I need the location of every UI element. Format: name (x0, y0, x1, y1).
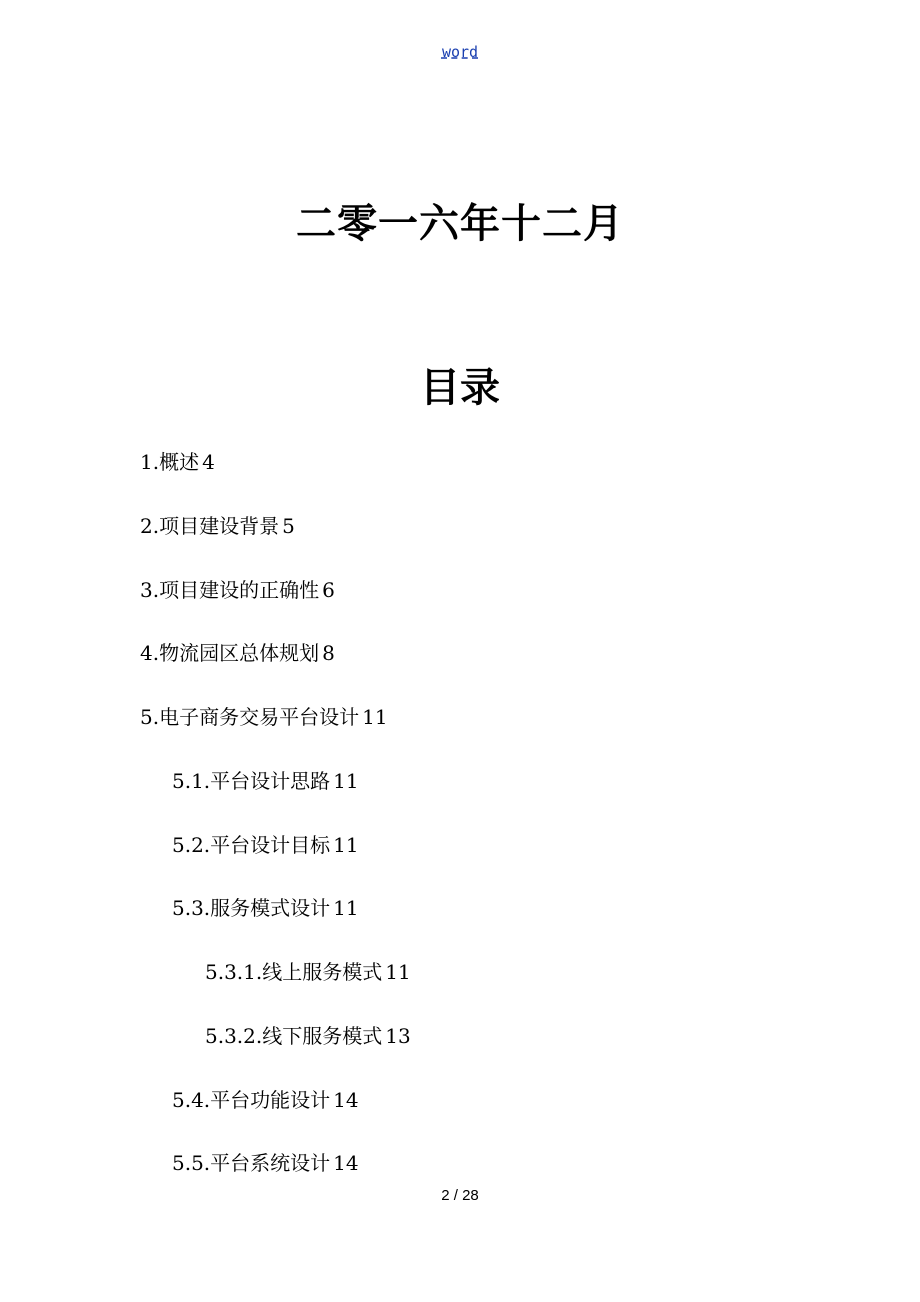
toc-entry-page: 11 (362, 705, 388, 729)
toc-entry[interactable] (140, 637, 335, 669)
toc-entry[interactable] (140, 446, 215, 478)
toc-entry-text: 平台功能设计 (210, 1088, 331, 1112)
toc-entry-text: 项目建设背景 (159, 514, 280, 538)
toc-entry-number: 5.3. (172, 896, 211, 920)
toc-entry-text: 线下服务模式 (262, 1024, 383, 1048)
toc-entry-text: 项目建设的正确性 (159, 578, 320, 602)
toc-title: 目录 (420, 365, 500, 411)
date-title: 二零一六年十二月 (296, 201, 624, 247)
toc-entry-text: 物流园区总体规划 (159, 641, 320, 665)
toc-entry-page: 14 (333, 1151, 359, 1175)
toc-entry[interactable] (205, 956, 411, 988)
toc-entry[interactable] (140, 701, 388, 733)
toc-entry-page: 6 (322, 578, 335, 602)
toc-entry-page: 14 (333, 1088, 359, 1112)
toc-entry-page: 11 (333, 896, 359, 920)
toc-entry-text: 服务模式设计 (210, 896, 331, 920)
toc-entry-page: 8 (322, 641, 335, 665)
toc-entry-number: 4. (140, 641, 160, 665)
toc-entry-text: 电子商务交易平台设计 (159, 705, 360, 729)
toc-entry-page: 11 (385, 960, 411, 984)
toc-entry-text: 线上服务模式 (262, 960, 383, 984)
toc-entry-number: 5.2. (172, 833, 211, 857)
toc-entry-number: 5.4. (172, 1088, 211, 1112)
toc-entry-page: 13 (385, 1024, 411, 1048)
toc-entry-number: 1. (140, 450, 160, 474)
toc-entry-number: 3. (140, 578, 160, 602)
toc-entry-number: 5. (140, 705, 160, 729)
toc-entry[interactable] (172, 829, 359, 861)
toc-entry-page: 4 (202, 450, 215, 474)
toc-entry-number: 5.5. (172, 1151, 211, 1175)
toc-entry[interactable] (205, 1020, 411, 1052)
toc-entry-page: 11 (333, 833, 359, 857)
toc-entry-text: 概述 (159, 450, 200, 474)
toc-entry-number: 5.1. (172, 769, 211, 793)
toc-entry[interactable] (140, 510, 295, 542)
toc-entry[interactable] (172, 892, 359, 924)
header-word-link[interactable]: word (441, 43, 479, 61)
toc-entry-number: 5.3.1. (205, 960, 263, 984)
toc-entry-page: 11 (333, 769, 359, 793)
page-indicator: 2 / 28 (441, 1187, 479, 1204)
toc-entry-page: 5 (282, 514, 295, 538)
toc-entry-number: 2. (140, 514, 160, 538)
toc-entry[interactable] (140, 574, 335, 606)
toc-entry[interactable] (172, 1084, 359, 1116)
toc-entry-text: 平台设计思路 (210, 769, 331, 793)
toc-entry-text: 平台系统设计 (210, 1151, 331, 1175)
toc-entry[interactable] (172, 1147, 359, 1179)
toc-entry-number: 5.3.2. (205, 1024, 263, 1048)
toc-entry[interactable] (172, 765, 359, 797)
toc-entry-text: 平台设计目标 (210, 833, 331, 857)
